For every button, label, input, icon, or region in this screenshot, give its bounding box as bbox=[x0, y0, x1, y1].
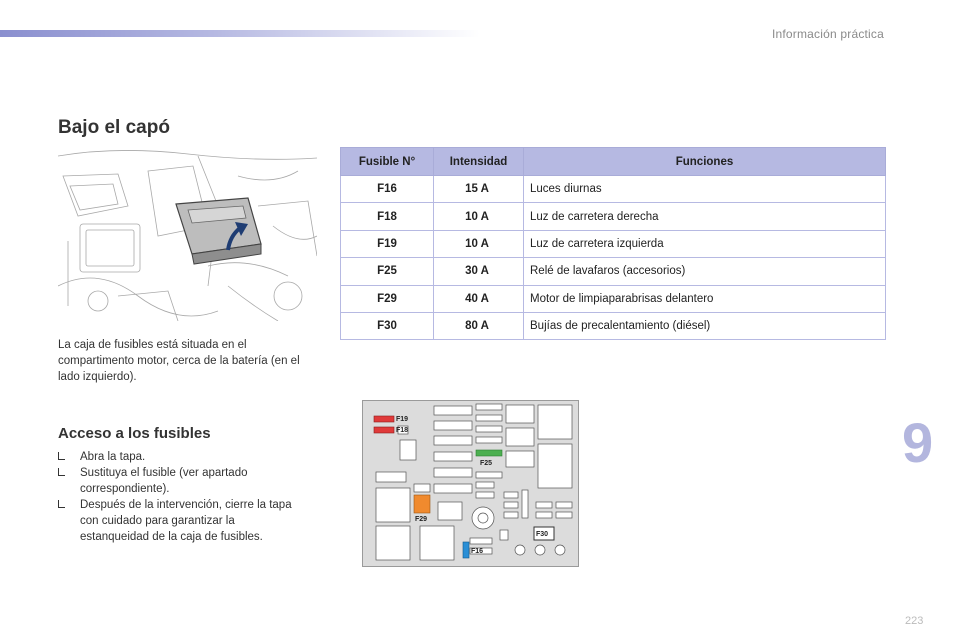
page-number: 223 bbox=[905, 615, 924, 627]
table-row bbox=[341, 285, 886, 312]
cell-func: Luz de carretera izquierda bbox=[524, 230, 886, 257]
chapter-number: 9 bbox=[902, 411, 934, 474]
location-text: La caja de fusibles está situada en el compartimento motor, cerca de la batería (en el lado izquierdo). bbox=[58, 339, 300, 383]
fuse-f16 bbox=[463, 542, 469, 558]
check-icon bbox=[58, 468, 65, 476]
fuse-table bbox=[340, 147, 886, 340]
access-step: Sustituya el fusible (ver apartado correspondiente). bbox=[58, 465, 298, 497]
cell-amp: 10 A bbox=[434, 230, 524, 257]
table-row bbox=[341, 230, 886, 257]
cell-amp: 40 A bbox=[434, 285, 524, 312]
label-f29: F29 bbox=[415, 516, 428, 523]
fuse-f25 bbox=[476, 450, 502, 456]
table-row bbox=[341, 203, 886, 230]
label-f30: F30 bbox=[536, 531, 549, 538]
cell-fuse: F19 bbox=[341, 230, 434, 257]
cell-amp: 80 A bbox=[434, 312, 524, 339]
label-f25: F25 bbox=[480, 460, 493, 467]
cell-fuse: F30 bbox=[341, 312, 434, 339]
fuse-f29 bbox=[414, 495, 430, 513]
access-title: Acceso a los fusibles bbox=[58, 425, 211, 442]
engine-bay-illustration bbox=[58, 146, 317, 321]
cell-func: Bujías de precalentamiento (diésel) bbox=[524, 312, 886, 339]
cell-fuse: F29 bbox=[341, 285, 434, 312]
fuse-box-diagram bbox=[362, 400, 579, 567]
cell-fuse: F18 bbox=[341, 203, 434, 230]
header-gradient-bar bbox=[0, 30, 480, 37]
label-f18: F18 bbox=[396, 427, 409, 434]
check-icon bbox=[58, 452, 65, 460]
col-amp-header: Intensidad bbox=[434, 148, 524, 176]
cell-fuse: F16 bbox=[341, 176, 434, 203]
cell-amp: 30 A bbox=[434, 258, 524, 285]
access-step: Después de la intervención, cierre la tapa con cuidado para garantizar la estanqueidad de la caja de fusibles. bbox=[58, 497, 298, 545]
col-func-header: Funciones bbox=[524, 148, 886, 176]
table-row bbox=[341, 258, 886, 285]
access-steps bbox=[58, 449, 298, 545]
page-title: Bajo el capó bbox=[58, 117, 170, 138]
cell-func: Luces diurnas bbox=[524, 176, 886, 203]
label-f16: F16 bbox=[471, 548, 484, 555]
check-icon bbox=[58, 500, 65, 508]
cell-func: Motor de limpiaparabrisas delantero bbox=[524, 285, 886, 312]
cell-fuse: F25 bbox=[341, 258, 434, 285]
fuse-f19 bbox=[374, 416, 394, 422]
cell-amp: 15 A bbox=[434, 176, 524, 203]
label-f19: F19 bbox=[396, 416, 409, 423]
table-row bbox=[341, 176, 886, 203]
section-label: Información práctica bbox=[771, 27, 884, 41]
col-fuse-header: Fusible N° bbox=[341, 148, 434, 176]
cell-amp: 10 A bbox=[434, 203, 524, 230]
cell-func: Relé de lavafaros (accesorios) bbox=[524, 258, 886, 285]
fuse-f18 bbox=[374, 427, 394, 433]
table-header-row bbox=[341, 148, 886, 176]
table-row bbox=[341, 312, 886, 339]
access-step: Abra la tapa. bbox=[58, 449, 298, 465]
cell-func: Luz de carretera derecha bbox=[524, 203, 886, 230]
